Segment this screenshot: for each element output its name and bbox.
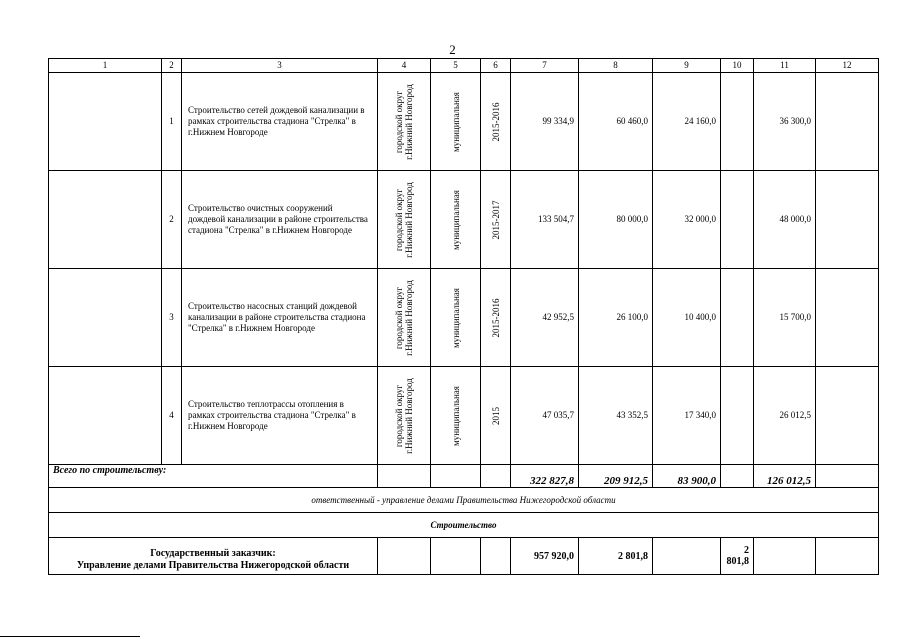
ownership-cell	[431, 73, 481, 171]
value-col8: 80 000,0	[579, 171, 653, 269]
value-col7: 47 035,7	[511, 367, 579, 465]
value-col9: 17 340,0	[653, 367, 721, 465]
row-number: 2	[162, 171, 182, 269]
responsible-row	[49, 488, 879, 513]
empty-cell	[49, 269, 162, 367]
period-text: 2015-2017	[490, 200, 501, 239]
ownership-text: муниципальная	[450, 189, 461, 250]
value-col10	[721, 171, 754, 269]
period-text: 2015-2016	[490, 102, 501, 141]
value-col12	[816, 269, 879, 367]
total-label: Всего по строительству:	[49, 465, 378, 488]
ownership-cell	[431, 269, 481, 367]
empty-cell	[378, 538, 431, 575]
column-number: 10	[721, 59, 754, 73]
column-number: 4	[378, 59, 431, 73]
section-title: Строительство	[49, 513, 879, 538]
customer-col10: 2 801,8	[721, 538, 754, 575]
object-name: Строительство теплотрассы отопления в рамках строительства стадиона "Стрелка" в г.Нижнем Новгороде	[182, 367, 378, 465]
row-number: 3	[162, 269, 182, 367]
row-number: 1	[162, 73, 182, 171]
empty-cell	[49, 73, 162, 171]
ownership-text: муниципальная	[450, 91, 461, 152]
value-col7: 99 334,9	[511, 73, 579, 171]
value-col9: 10 400,0	[653, 269, 721, 367]
total-col10	[721, 465, 754, 488]
empty-cell	[378, 465, 431, 488]
ownership-text: муниципальная	[450, 385, 461, 446]
location-cell	[378, 367, 431, 465]
value-col8: 26 100,0	[579, 269, 653, 367]
column-number-row	[49, 59, 879, 73]
location-text: городской округ г.Нижний Новгород	[394, 83, 414, 160]
empty-cell	[481, 465, 511, 488]
period-text: 2015	[490, 406, 501, 425]
value-col9: 24 160,0	[653, 73, 721, 171]
period-cell	[481, 269, 511, 367]
customer-col8: 2 801,8	[579, 538, 653, 575]
value-col12	[816, 171, 879, 269]
value-col9: 32 000,0	[653, 171, 721, 269]
customer-line2: Управление делами Правительства Нижегородской области	[76, 560, 350, 571]
column-number: 6	[481, 59, 511, 73]
footnote-separator	[0, 636, 140, 637]
period-cell	[481, 367, 511, 465]
page-number: 2	[449, 42, 456, 57]
value-col11: 15 700,0	[754, 269, 816, 367]
total-col12	[816, 465, 879, 488]
empty-cell	[49, 367, 162, 465]
location-text: городской округ г.Нижний Новгород	[394, 181, 414, 258]
empty-cell	[431, 465, 481, 488]
customer-col12	[816, 538, 879, 575]
customer-label	[49, 538, 378, 575]
column-number: 8	[579, 59, 653, 73]
value-col11: 48 000,0	[754, 171, 816, 269]
responsible-text: ответственный - управление делами Правительства Нижегородской области	[49, 488, 879, 513]
table-row	[49, 269, 879, 367]
location-text: городской округ г.Нижний Новгород	[394, 279, 414, 356]
object-name: Строительство сетей дождевой канализации в рамках строительства стадиона "Стрелка" в г.Нижнем Новгороде	[182, 73, 378, 171]
total-col11: 126 012,5	[754, 465, 816, 488]
value-col10	[721, 73, 754, 171]
column-number: 7	[511, 59, 579, 73]
investment-table	[48, 58, 879, 575]
object-name: Строительство насосных станций дождевой канализации в районе строительства стадиона "Стрелка" в г.Нижнем Новгороде	[182, 269, 378, 367]
customer-col7: 957 920,0	[511, 538, 579, 575]
ownership-cell	[431, 171, 481, 269]
total-col8: 209 912,5	[579, 465, 653, 488]
value-col7: 133 504,7	[511, 171, 579, 269]
column-number: 1	[49, 59, 162, 73]
period-cell	[481, 171, 511, 269]
column-number: 5	[431, 59, 481, 73]
period-text: 2015-2016	[490, 298, 501, 337]
location-cell	[378, 171, 431, 269]
column-number: 3	[182, 59, 378, 73]
value-col8: 60 460,0	[579, 73, 653, 171]
location-cell	[378, 269, 431, 367]
value-col12	[816, 73, 879, 171]
section-row	[49, 513, 879, 538]
column-number: 12	[816, 59, 879, 73]
empty-cell	[481, 538, 511, 575]
table-row	[49, 171, 879, 269]
column-number: 2	[162, 59, 182, 73]
value-col8: 43 352,5	[579, 367, 653, 465]
column-number: 9	[653, 59, 721, 73]
customer-col9	[653, 538, 721, 575]
location-text: городской округ г.Нижний Новгород	[394, 377, 414, 454]
value-col10	[721, 269, 754, 367]
customer-row	[49, 538, 879, 575]
value-col11: 26 012,5	[754, 367, 816, 465]
total-row	[49, 465, 879, 488]
table-row	[49, 73, 879, 171]
customer-line1: Государственный заказчик:	[150, 548, 276, 559]
value-col11: 36 300,0	[754, 73, 816, 171]
period-cell	[481, 73, 511, 171]
ownership-cell	[431, 367, 481, 465]
column-number: 11	[754, 59, 816, 73]
empty-cell	[49, 171, 162, 269]
ownership-text: муниципальная	[450, 287, 461, 348]
location-cell	[378, 73, 431, 171]
value-col10	[721, 367, 754, 465]
row-number: 4	[162, 367, 182, 465]
object-name: Строительство очистных сооружений дождевой канализации в районе строительства стадиона "Стрелка" в г.Нижнем Новгороде	[182, 171, 378, 269]
empty-cell	[431, 538, 481, 575]
total-col9: 83 900,0	[653, 465, 721, 488]
customer-col11	[754, 538, 816, 575]
value-col12	[816, 367, 879, 465]
value-col7: 42 952,5	[511, 269, 579, 367]
table-row	[49, 367, 879, 465]
total-col7: 322 827,8	[511, 465, 579, 488]
